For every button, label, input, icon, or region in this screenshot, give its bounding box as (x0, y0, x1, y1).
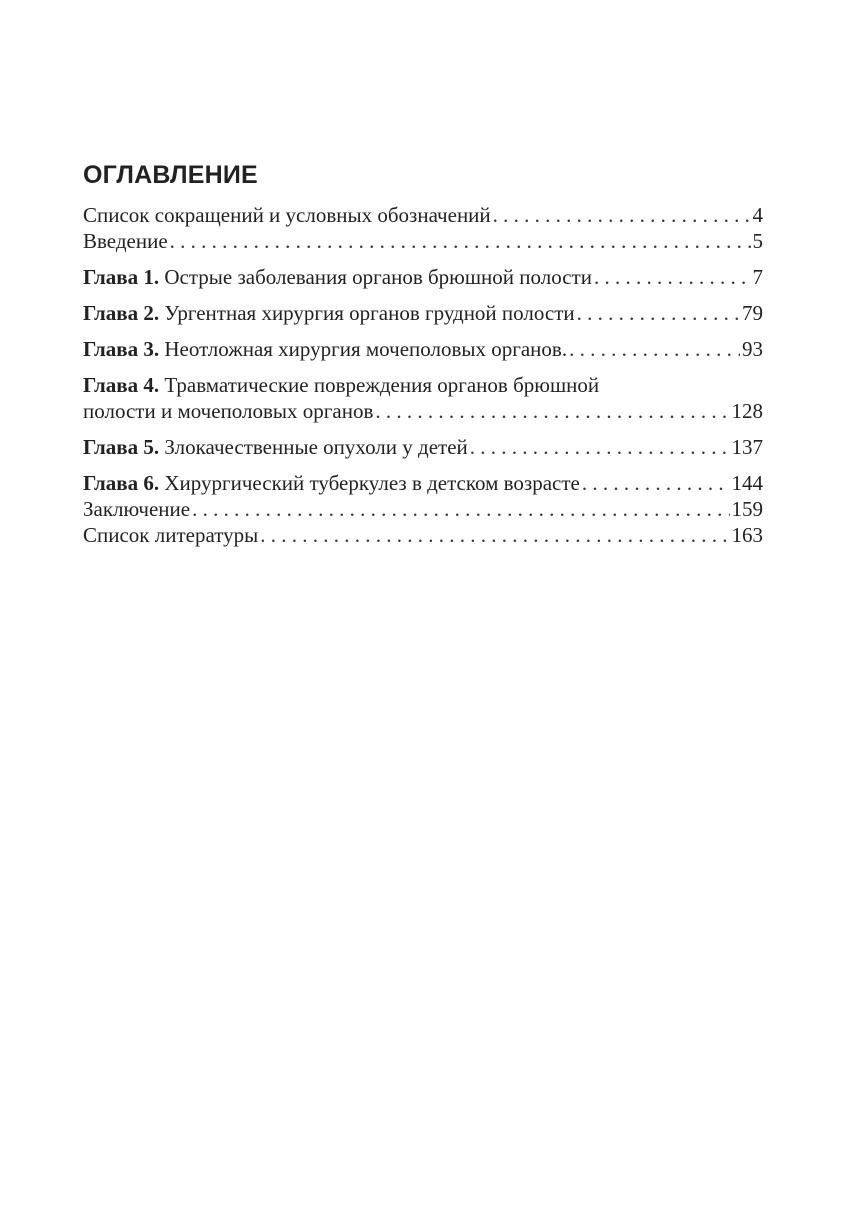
toc-entry-introduction[interactable] (83, 228, 763, 254)
toc-entry-text: Заключение (83, 497, 191, 521)
chapter-label: Глава 2. (83, 301, 160, 325)
toc-entry-text: Ургентная хирургия органов грудной полости (164, 301, 575, 325)
toc-page-number: 163 (731, 523, 763, 547)
toc-entry-text: Хирургический туберкулез в детском возрасте (164, 471, 580, 495)
chapter-label: Глава 1. (83, 265, 160, 289)
toc-page-number: 159 (731, 497, 763, 521)
toc-page-number: 5 (752, 229, 763, 253)
toc-page-number: 7 (752, 265, 763, 289)
chapter-label: Глава 3. (83, 337, 160, 361)
table-of-contents (83, 158, 763, 548)
toc-page-number: 4 (752, 203, 763, 227)
toc-page-number: 128 (731, 399, 763, 423)
dot-leader (493, 202, 751, 228)
toc-entry-chapter-1[interactable] (83, 264, 763, 290)
toc-entry-text: Острые заболевания органов брюшной полости (164, 265, 592, 289)
toc-entry-text: Введение (83, 229, 168, 253)
toc-entry-chapter-5[interactable] (83, 434, 763, 460)
dot-leader (192, 496, 729, 522)
dot-leader (594, 264, 751, 290)
toc-entry-conclusion[interactable] (83, 496, 763, 522)
chapter-label: Глава 5. (83, 435, 160, 459)
toc-page-number: 93 (742, 337, 763, 361)
toc-page-number: 144 (731, 471, 763, 495)
toc-entry-abbreviations[interactable] (83, 202, 763, 228)
dot-leader (470, 434, 730, 460)
dot-leader (577, 300, 740, 326)
dot-leader (170, 228, 751, 254)
toc-entry-text: Неотложная хирургия мочеполовых органов. (164, 337, 568, 361)
toc-entry-text: Список сокращений и условных обозначений (83, 203, 491, 227)
dot-leader (260, 522, 729, 548)
toc-entry-chapter-4[interactable] (83, 372, 763, 424)
toc-title: ОГЛАВЛЕНИЕ (83, 161, 258, 189)
chapter-label: Глава 4. (83, 373, 160, 397)
dot-leader (569, 336, 740, 362)
toc-entry-chapter-2[interactable] (83, 300, 763, 326)
toc-page-number: 79 (742, 301, 763, 325)
toc-entry-text: Список литературы (83, 523, 259, 547)
toc-entry-references[interactable] (83, 522, 763, 548)
toc-entry-text: Злокачественные опухоли у детей (164, 435, 468, 459)
chapter-label: Глава 6. (83, 471, 160, 495)
toc-entry-chapter-6[interactable] (83, 470, 763, 496)
dot-leader (375, 398, 729, 424)
toc-page-number: 137 (731, 435, 763, 459)
toc-entry-text-line1: Травматические повреждения органов брюшной (164, 373, 600, 397)
toc-entry-text-line2: полости и мочеполовых органов (83, 399, 374, 423)
dot-leader (582, 470, 730, 496)
toc-entry-chapter-3[interactable] (83, 336, 763, 362)
